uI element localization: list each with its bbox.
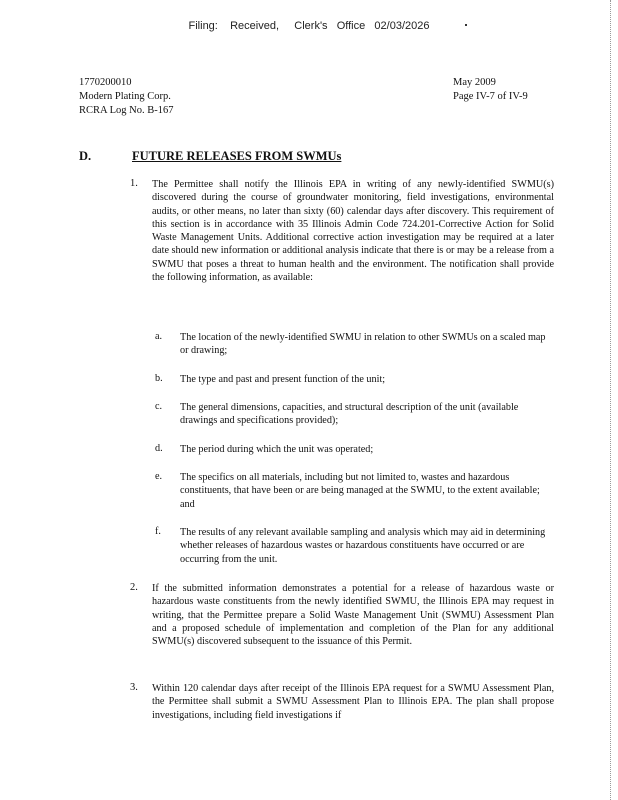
subitem-text: The location of the newly-identified SWMU in relation to other SWMUs on a scaled map or drawing; xyxy=(180,332,546,357)
subitem-text: The specifics on all materials, including but not limited to, wastes and hazardous constituents, that have been or are being managed at the SWMU, to the extent available; and xyxy=(180,472,540,510)
subitem-letter: b. xyxy=(155,373,163,384)
log-number: RCRA Log No. B-167 xyxy=(79,105,174,116)
item-number: 3. xyxy=(130,682,138,693)
item-text: If the submitted information demonstrates a potential for a release of hazardous waste or hazardous waste constituents from the newly identified SWMU, the Illinois EPA may request in writing, that the Permittee prepare a Solid Waste Management Unit (SWMU) Assessment Plan and a proposed schedule of implementation and completion of the Plan for any additional SWMU(s) discovered subsequent to the issuance of this Permit. xyxy=(152,583,554,648)
document-id-block xyxy=(79,76,174,118)
facility-id: 1770200010 xyxy=(79,77,132,88)
stray-mark xyxy=(465,24,467,26)
page-number: Page IV-7 of IV-9 xyxy=(453,91,528,102)
item-text: Within 120 calendar days after receipt of the Illinois EPA request for a SWMU Assessment Plan, the Permittee shall submit a SWMU Assessment Plan to Illinois EPA. The plan shall propose investigations, including field investigations if xyxy=(152,683,554,721)
item-number: 2. xyxy=(130,582,138,593)
subitem-letter: c. xyxy=(155,401,163,412)
section-title: FUTURE RELEASES FROM SWMUs xyxy=(132,149,342,163)
item-number: 1. xyxy=(130,178,138,189)
page-edge-line xyxy=(610,0,611,800)
company-name: Modern Plating Corp. xyxy=(79,91,171,102)
subitem-letter: d. xyxy=(155,443,163,454)
subitem-text: The general dimensions, capacities, and structural description of the unit (available drawings and specifications provided); xyxy=(180,402,519,427)
filing-stamp: Filing: Received, Clerk's Office 02/03/2026 xyxy=(188,20,430,32)
subitem-letter: f. xyxy=(155,526,161,537)
subitem-text: The type and past and present function of the unit; xyxy=(180,374,386,385)
subitem-text: The results of any relevant available sampling and analysis which may aid in determining whether releases of hazardous wastes or hazardous constituents have occurred or are occurring from the unit. xyxy=(180,527,546,565)
date-page-block xyxy=(453,76,528,104)
subitem-text: The period during which the unit was operated; xyxy=(180,444,374,455)
subitem-letter: a. xyxy=(155,331,163,342)
subitem-letter: e. xyxy=(155,471,163,482)
document-date: May 2009 xyxy=(453,77,496,88)
item-text: The Permittee shall notify the Illinois EPA in writing of any newly-identified SWMU(s) discovered during the course of groundwater monitoring, field investigations, environmental audits, or other means, no later than sixty (60) calendar days after discovery. This requirement of this section is in accordance with 35 Illinois Admin Code 724.201-Corrective Action for Solid Waste Management Units. Additional corrective action investigation may be required at a later date should new information or additional analysis indicate that there is or may be a release from a SWMU that poses a threat to human health and the environment. The notification shall provide the following information, as available: xyxy=(152,179,554,284)
section-letter: D. xyxy=(79,149,92,163)
